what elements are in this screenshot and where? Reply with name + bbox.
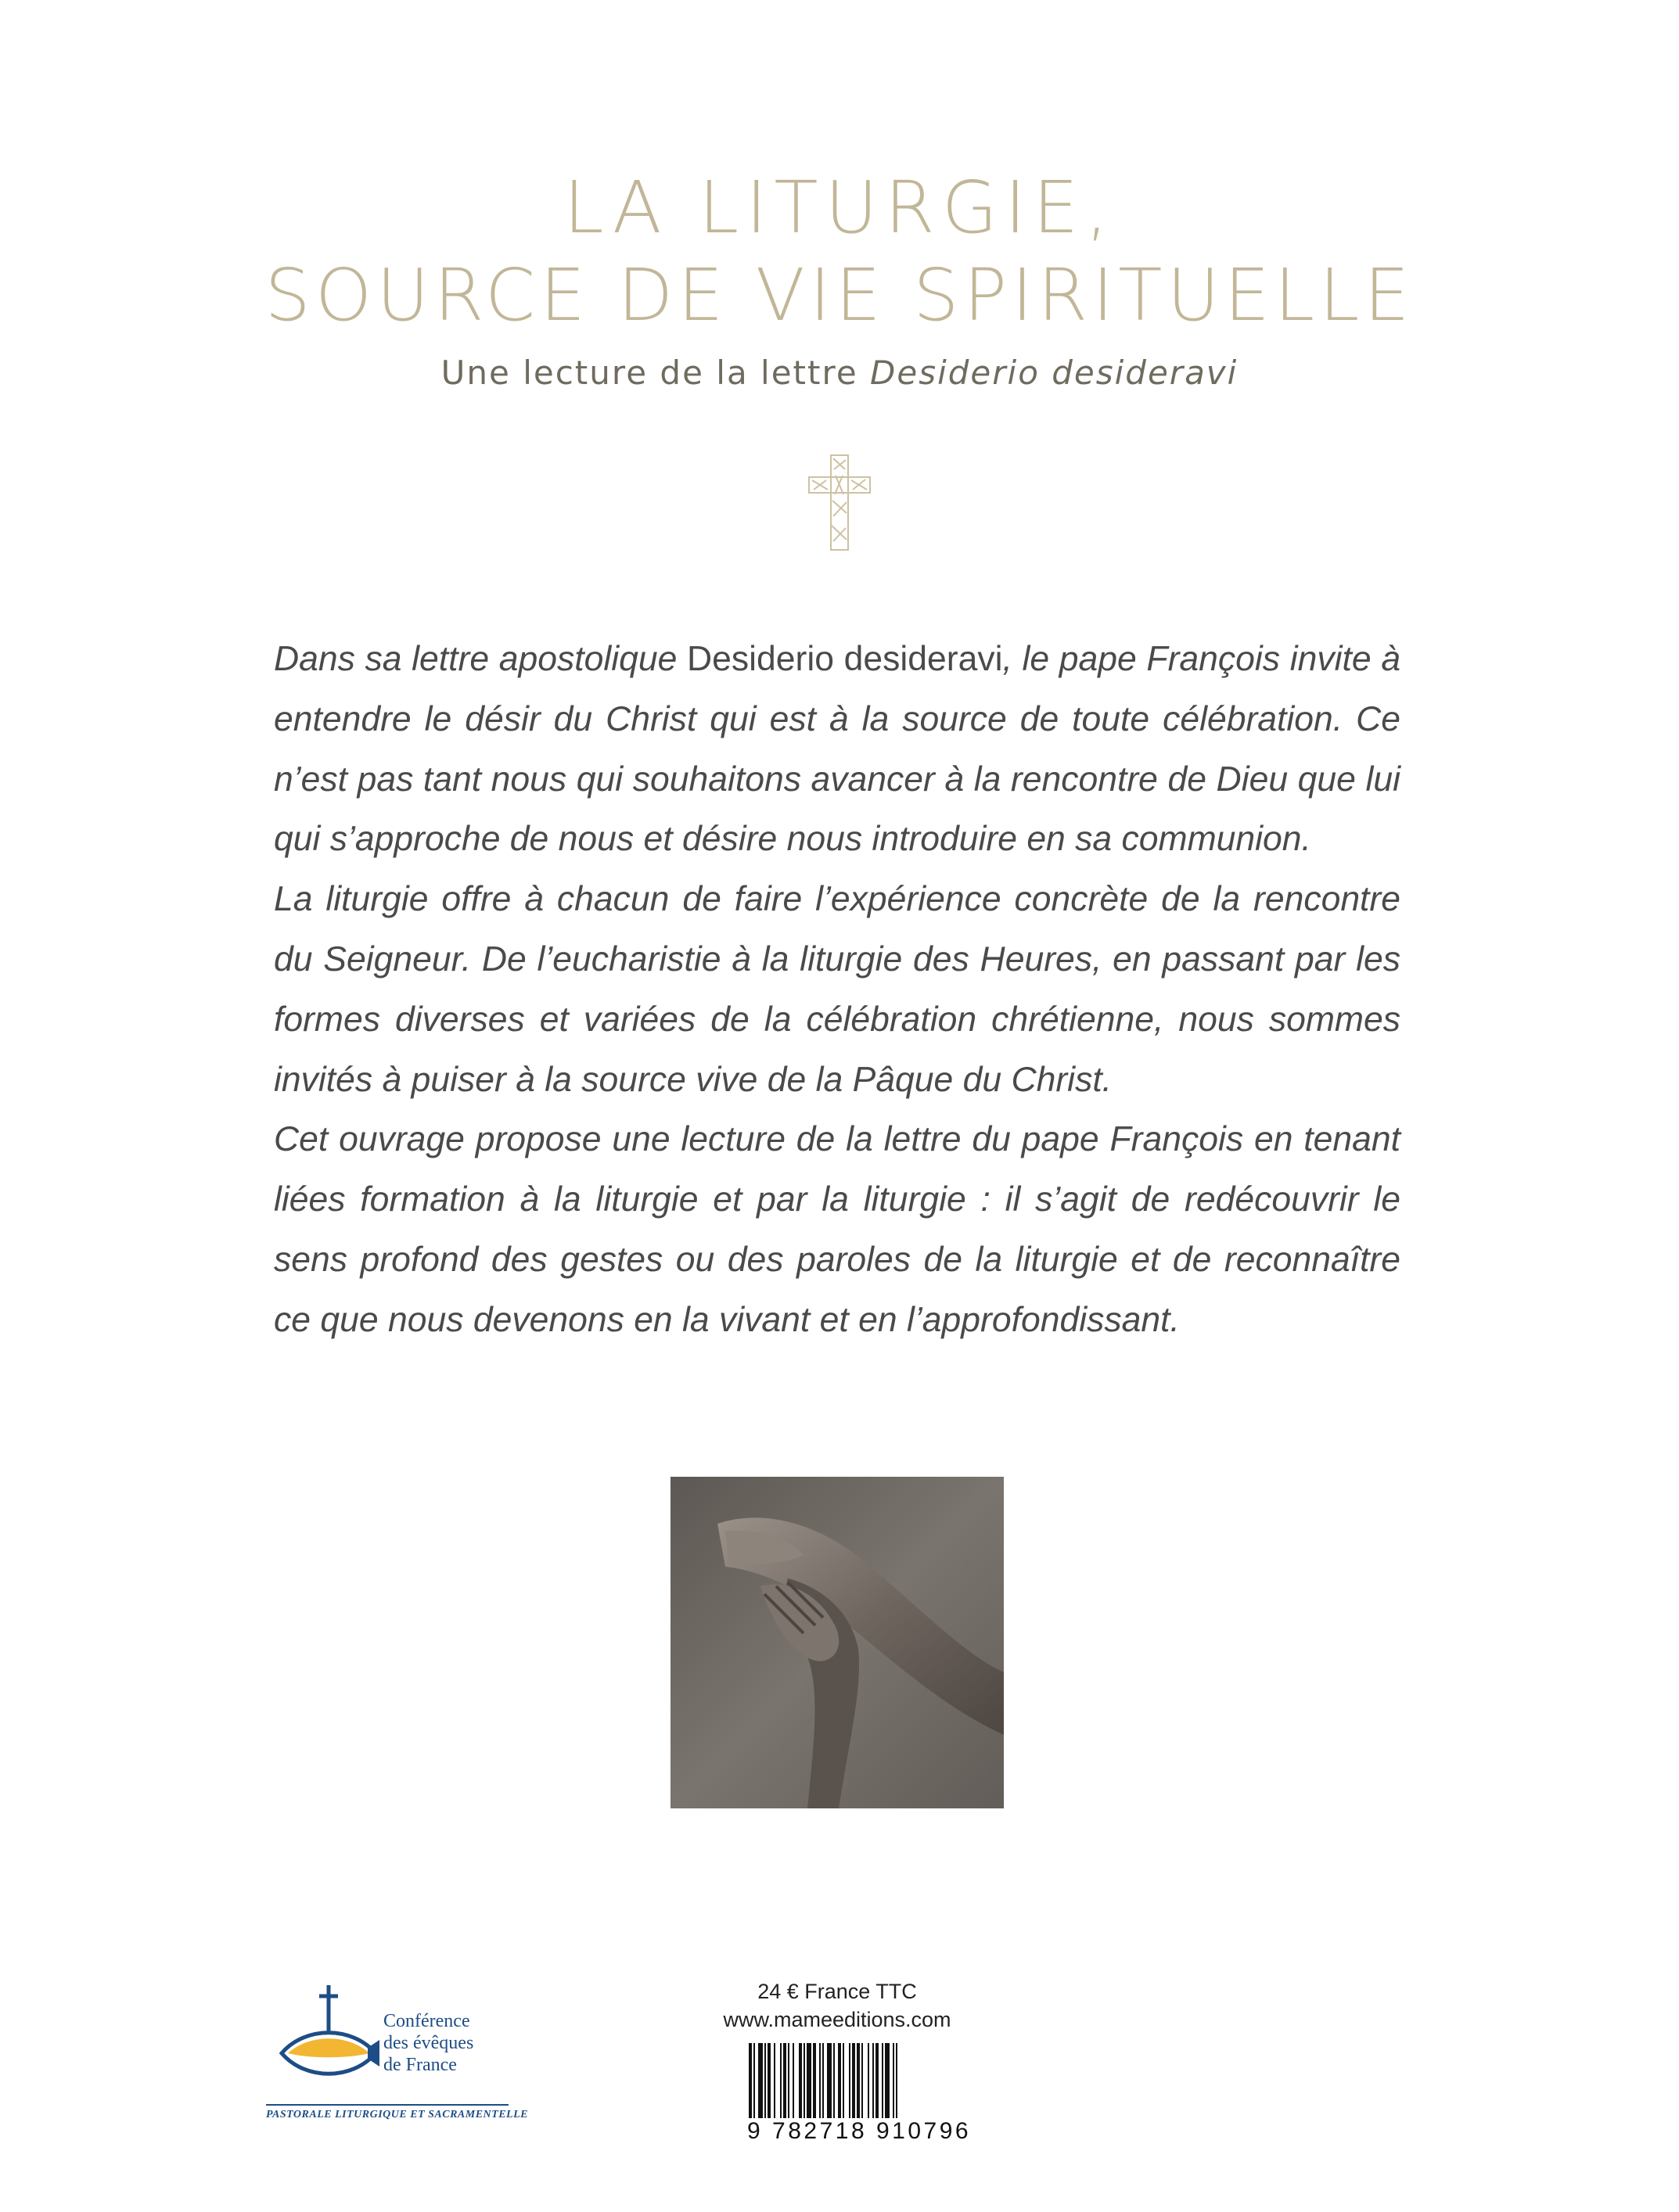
cef-line-2: des évêques [383,2033,474,2053]
cef-service-label: PASTORALE LITURGIQUE ET SACRAMENTELLE [266,2104,509,2121]
letter-title: Desiderio desideravi [687,640,1003,678]
title-line-1: LA LITURGIE, [563,166,1116,250]
paragraph-1-rest: , le pape François invite à entendre le désir du Christ qui est à la source de toute célébration. Ce n’est pas tant nous qui souhaitons avancer à la rencontre de Dieu que lui qui s’approche de nous et désire nous introduire en sa communion. [274,640,1400,859]
price-block [704,1977,970,2034]
book-title [0,164,1679,339]
cef-line-1: Conférence [383,2011,470,2031]
publisher-website: www.mameeditions.com [723,2008,951,2031]
subtitle-prefix: Une lecture de la lettre [440,354,871,392]
bronze-hands-photo [671,1477,1004,1808]
book-subtitle [0,354,1679,392]
cross-icon [807,454,872,551]
isbn-number: 9 782718 910796 [747,2118,972,2144]
cef-name [383,2010,473,2076]
subtitle-italic: Desiderio desideravi [870,354,1239,392]
paragraph-1 [274,630,1400,870]
back-cover-description [274,630,1400,1351]
paragraph-2: La liturgie offre à chacun de faire l’expérience concrète de la rencontre du Seigneur. De l’eucharistie à la liturgie des Heures, en passant par les formes diverses et variées de la célébration chrétienne, nous sommes invités à puiser à la source vive de la Pâque du Christ. [274,880,1400,1099]
cef-line-3: de France [383,2055,457,2075]
paragraph-3: Cet ouvrage propose une lecture de la lettre du pape François en tenant liées formation à la liturgie et par la liturgie : il s’agit de redécouvrir le sens profond des gestes ou des paroles de la liturgie et de reconnaître ce que nous devenons en la vivant et en l’approfondissant. [274,1120,1400,1339]
paragraph-1-start: Dans sa lettre apostolique [274,640,688,678]
title-line-2: SOURCE DE VIE SPIRITUELLE [264,253,1415,337]
barcode-icon [747,2043,952,2118]
price: 24 € France TTC [757,1980,917,2003]
